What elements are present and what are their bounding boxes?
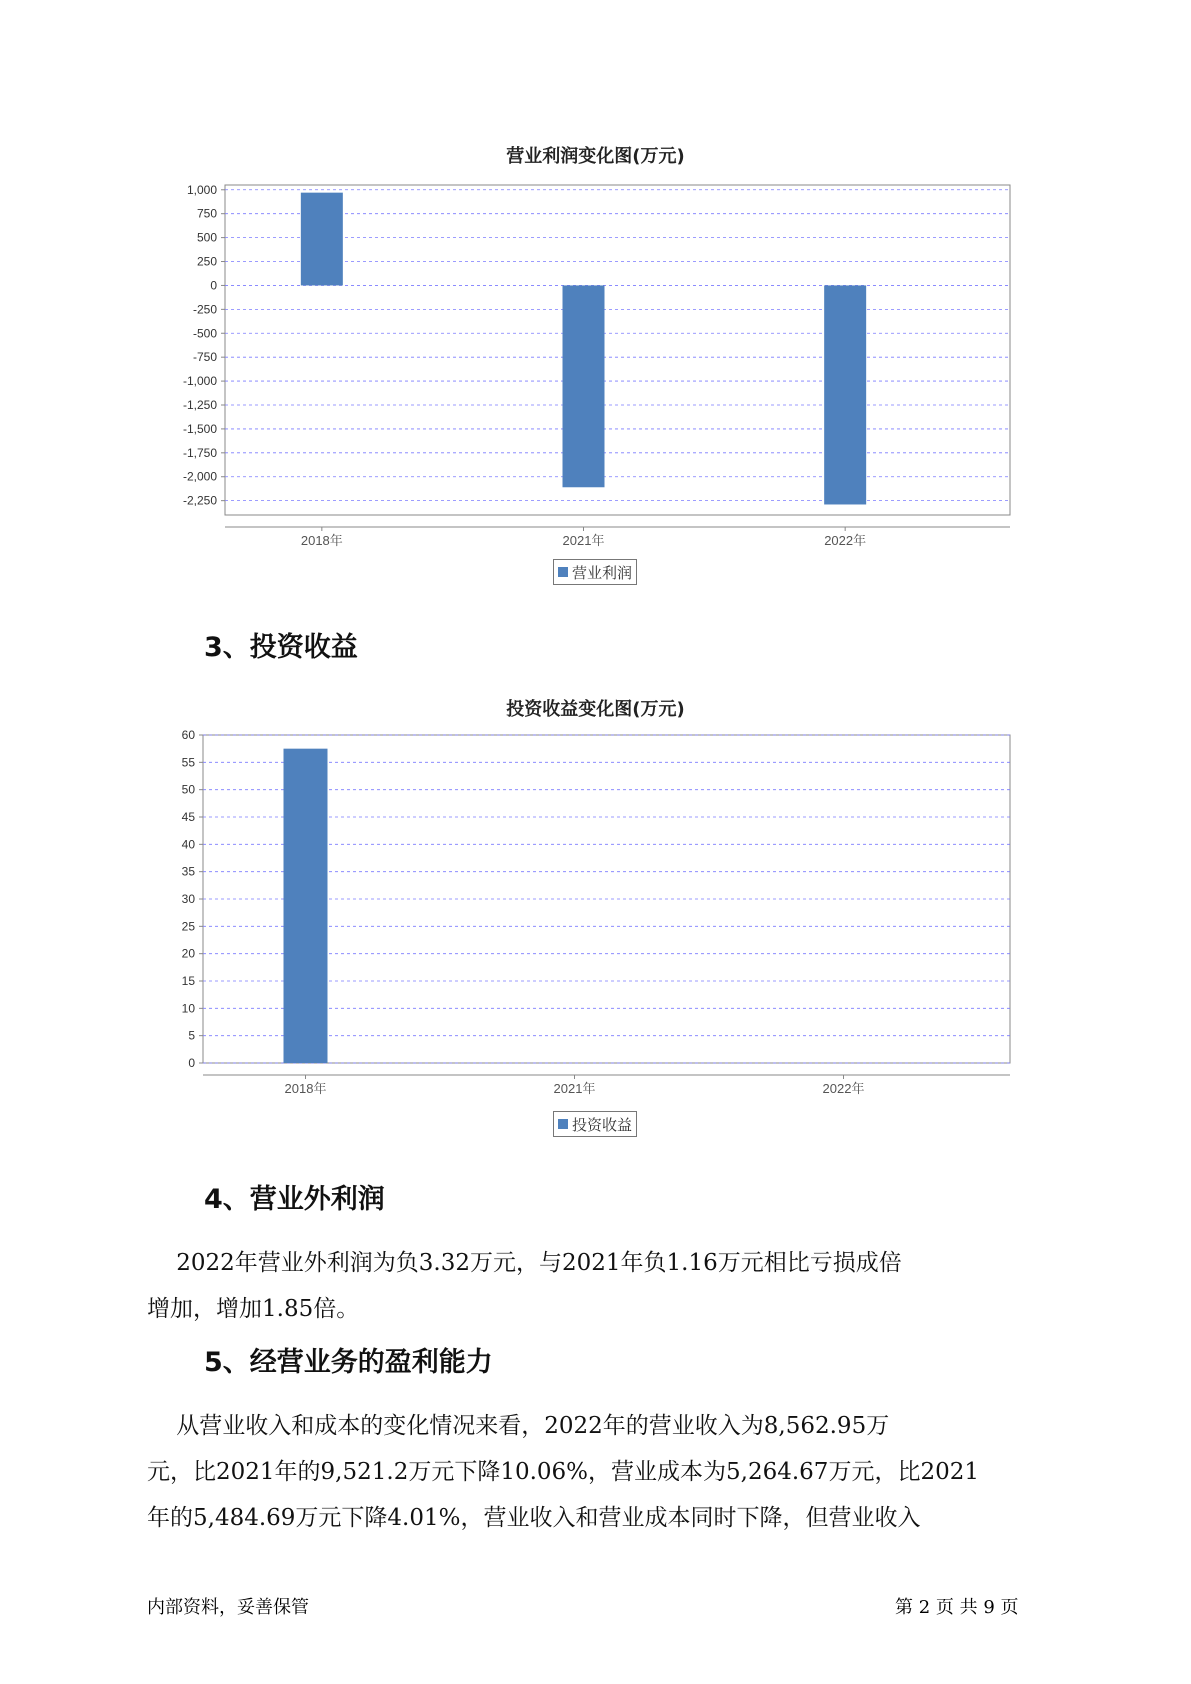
chart1-title: 营业利润变化图(万元) [506,146,685,167]
footer-page-number: 第 2 页 共 9 页 [895,1597,1019,1618]
y-tick-label: 40 [181,837,195,852]
x-tick-label: 2022年 [822,1081,865,1096]
paragraph-line: 2022年营业外利润为负3.32万元，与2021年负1.16万元相比亏损成倍 [147,1250,902,1276]
y-tick-label: -1,000 [182,374,217,389]
chart1-legend [553,559,637,585]
y-tick-label: -750 [192,350,217,365]
y-tick-label: 0 [210,278,217,293]
y-tick-label: 55 [181,755,195,770]
y-tick-label: 750 [196,206,217,221]
x-tick-label: 2018年 [284,1081,327,1096]
x-tick-label: 2018年 [300,533,343,548]
section-heading-profitability: 5、经营业务的盈利能力 [204,1347,493,1378]
x-tick-label: 2021年 [553,1081,596,1096]
y-tick-label: 250 [196,254,217,269]
bar [563,285,605,487]
y-tick-label: -1,500 [182,421,217,436]
y-tick-label: 500 [196,230,217,245]
chart2-title: 投资收益变化图(万元) [506,699,685,720]
y-tick-label: -500 [192,326,217,341]
y-tick-label: 50 [181,782,195,797]
chart2-legend [553,1111,637,1137]
y-tick-label: -250 [192,302,217,317]
chart2-legend-label: 投资收益 [572,1115,633,1134]
y-tick-label: 35 [181,864,195,879]
y-tick-label: 30 [181,892,195,906]
y-tick-label: 45 [181,810,195,824]
y-tick-label: 10 [181,1001,195,1016]
y-tick-label: -1,750 [182,445,217,460]
investment-income-chart [0,730,1191,1110]
y-tick-label: 0 [188,1056,195,1070]
y-tick-label: 1,000 [186,182,217,197]
operating-profit-chart [0,180,1191,560]
y-tick-label: -1,250 [182,398,217,412]
y-tick-label: -2,250 [182,493,217,508]
paragraph-line: 从营业收入和成本的变化情况来看，2022年的营业收入为8,562.95万 [147,1413,890,1439]
y-tick-label: 25 [181,919,195,934]
legend-swatch-icon [558,567,568,577]
y-tick-label: 5 [188,1028,195,1043]
section-heading-investment-income: 3、投资收益 [204,632,358,663]
x-tick-label: 2021年 [562,533,605,548]
bar [284,749,328,1063]
legend-swatch-icon [558,1119,568,1129]
chart1-legend-label: 营业利润 [572,563,633,582]
bar [824,285,866,504]
footer-confidential-note: 内部资料，妥善保管 [147,1597,309,1618]
paragraph-line: 增加，增加1.85倍。 [147,1296,360,1322]
paragraph-line: 元，比2021年的9,521.2万元下降10.06%，营业成本为5,264.67万元，比2021 [147,1459,979,1485]
y-tick-label: 20 [181,946,195,961]
paragraph-line: 年的5,484.69万元下降4.01%，营业收入和营业成本同时下降，但营业收入 [147,1505,921,1531]
bar [301,193,343,286]
y-tick-label: -2,000 [182,469,217,484]
x-tick-label: 2022年 [824,533,867,548]
section-heading-non-operating-profit: 4、营业外利润 [204,1184,385,1215]
y-tick-label: 60 [181,730,195,742]
y-tick-label: 15 [181,974,195,988]
